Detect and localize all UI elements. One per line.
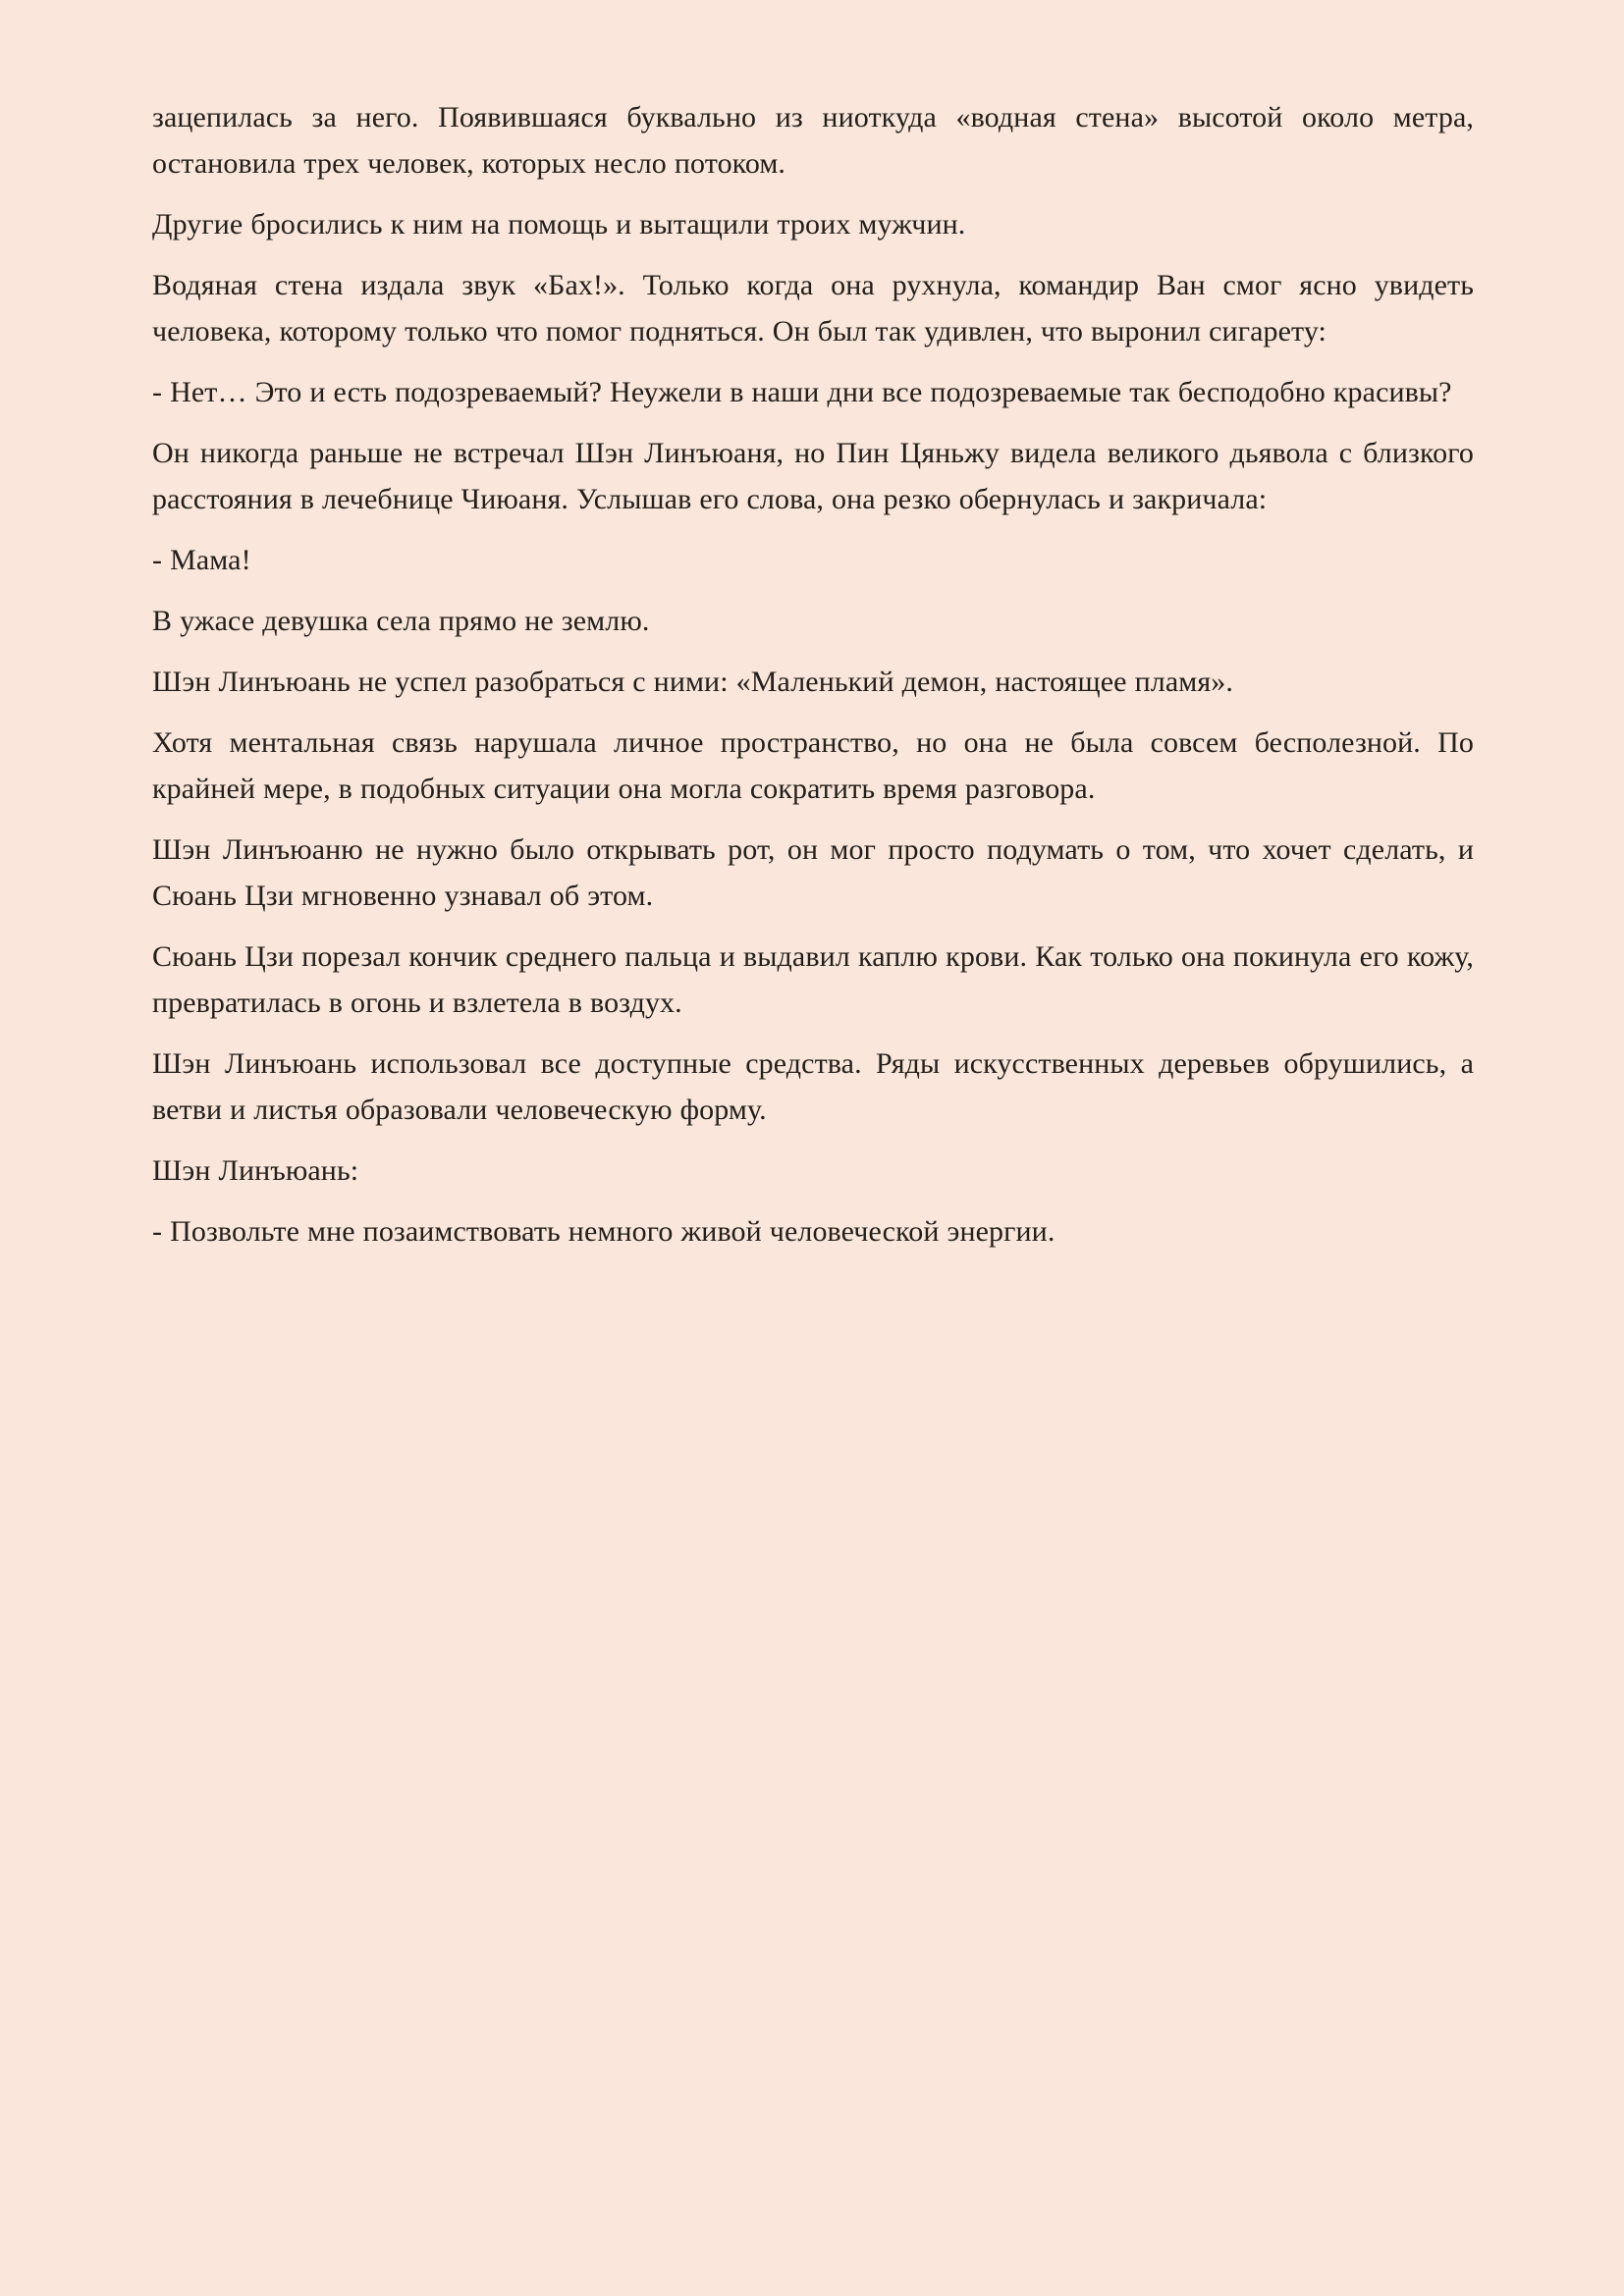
paragraph: - Позвольте мне позаимствовать немного живой человеческой энергии.	[152, 1215, 1056, 1248]
paragraph: Другие бросились к ним на помощь и вытащили троих мужчин.	[152, 208, 966, 240]
paragraph: - Мама!	[152, 544, 251, 576]
paragraph: Шэн Линъюань:	[152, 1154, 359, 1187]
paragraph: Хотя ментальная связь нарушала личное пространство, но она не была совсем бесполезной. По крайней мере, в подобных ситуации она могла сократить время разговора.	[152, 726, 1474, 805]
text-column	[152, 94, 1474, 1255]
paragraph: Водяная стена издала звук «Бах!». Только когда она рухнула, командир Ван смог ясно увидеть человека, которому только что помог подняться. Он был так удивлен, что выронил сигарету:	[152, 269, 1474, 347]
paragraph: В ужасе девушка села прямо не землю.	[152, 605, 650, 637]
paragraph: - Нет… Это и есть подозреваемый? Неужели в наши дни все подозреваемые так бесподобно красивы?	[152, 376, 1452, 408]
paragraph: зацепилась за него. Появившаяся буквально из ниоткуда «водная стена» высотой около метра, остановила трех человек, которых несло потоком.	[152, 101, 1474, 180]
paragraph: Шэн Линъюань использовал все доступные средства. Ряды искусственных деревьев обрушились, а ветви и листья образовали человеческую форму.	[152, 1047, 1474, 1126]
paragraph: Шэн Линъюань не успел разобраться с ними: «Маленький демон, настоящее пламя».	[152, 666, 1233, 698]
paragraph: Сюань Цзи порезал кончик среднего пальца и выдавил каплю крови. Как только она покинула его кожу, превратилась в огонь и взлетела в воздух.	[152, 940, 1474, 1019]
paragraph: Шэн Линъюаню не нужно было открывать рот, он мог просто подумать о том, что хочет сделать, и Сюань Цзи мгновенно узнавал об этом.	[152, 833, 1474, 912]
paragraph: Он никогда раньше не встречал Шэн Линъюаня, но Пин Цяньжу видела великого дьявола с близкого расстояния в лечебнице Чиюаня. Услышав его слова, она резко обернулась и закричала:	[152, 437, 1474, 515]
